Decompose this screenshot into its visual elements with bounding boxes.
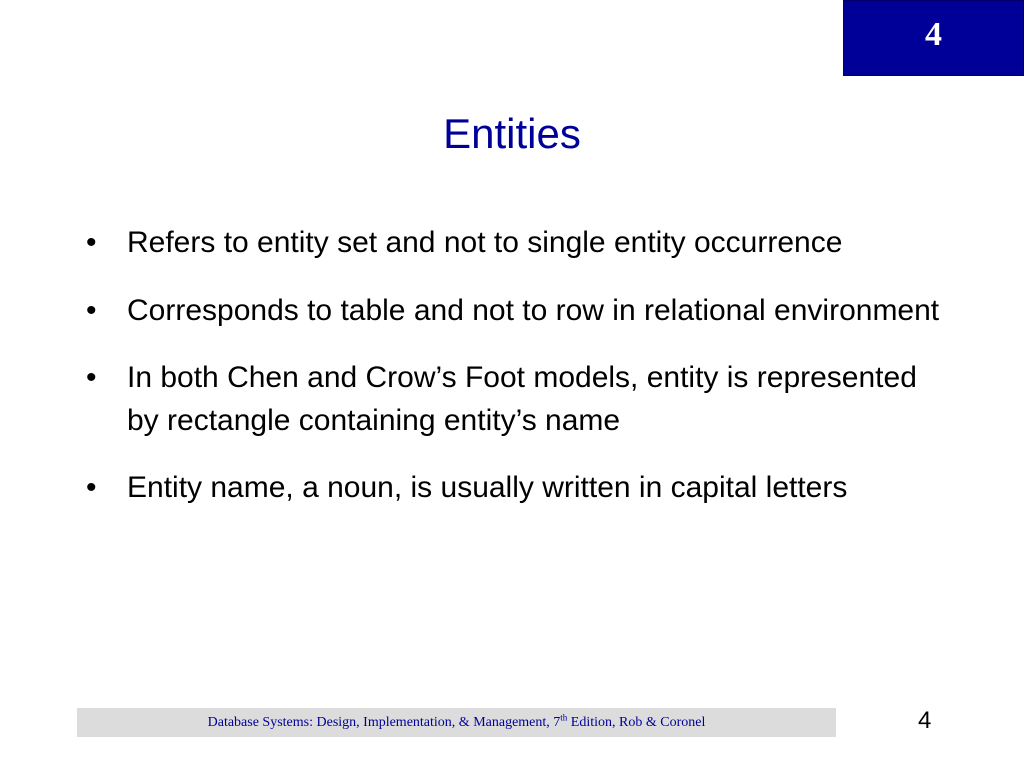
bullet-icon: • bbox=[86, 293, 97, 327]
slide-title: Entities bbox=[443, 110, 581, 157]
footer-text-after: Edition, Rob & Coronel bbox=[567, 714, 706, 730]
bullet-text: Entity name, a noun, is usually written in capital letters bbox=[127, 471, 848, 504]
bullet-text: In both Chen and Crow’s Foot models, entity is represented by rectangle containing entity’s name bbox=[127, 361, 917, 437]
bullet-icon: • bbox=[86, 226, 97, 259]
page-number: 4 bbox=[918, 707, 932, 734]
chapter-number: 4 bbox=[925, 16, 942, 53]
footer-text-before: Database Systems: Design, Implementation, & Management, 7 bbox=[207, 714, 561, 730]
bullet-list bbox=[84, 222, 944, 535]
bullet-text: Corresponds to table and not to row in relational environment bbox=[127, 293, 940, 327]
bullet-item bbox=[84, 467, 944, 510]
footer-superscript: th bbox=[560, 711, 568, 722]
bullet-item bbox=[84, 290, 944, 333]
chapter-badge bbox=[843, 0, 1024, 76]
bullet-icon: • bbox=[86, 471, 97, 504]
footer-bar bbox=[77, 708, 836, 737]
bullet-item bbox=[84, 222, 944, 265]
bullet-item bbox=[84, 357, 944, 442]
footer-citation bbox=[207, 711, 706, 731]
bullet-icon: • bbox=[86, 361, 97, 394]
bullet-text: Refers to entity set and not to single entity occurrence bbox=[127, 226, 843, 259]
